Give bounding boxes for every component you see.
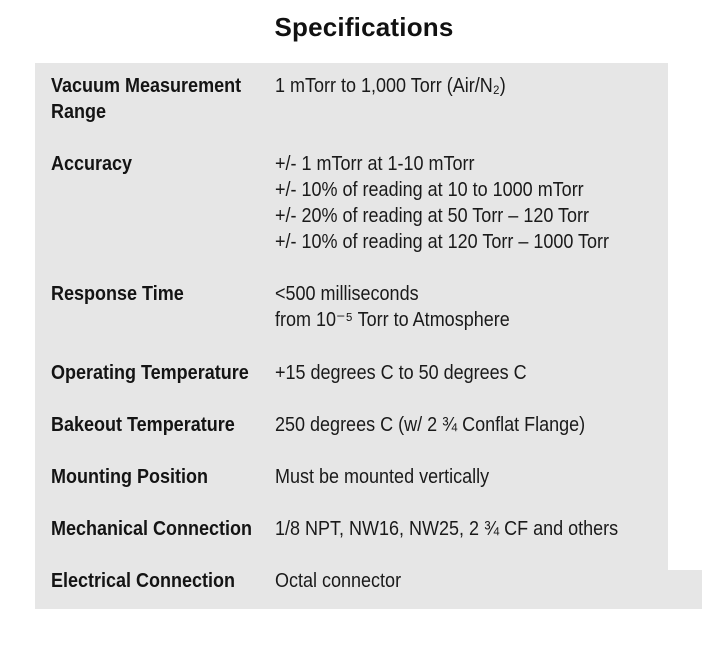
spec-label-line: Mounting Position	[51, 466, 208, 488]
spec-label	[51, 151, 245, 177]
spec-label-line: Range	[51, 101, 107, 123]
spec-panel-extension	[668, 570, 702, 609]
spec-label-line: Mechanical Connection	[51, 518, 253, 540]
spec-value-line: Octal connector	[275, 570, 402, 592]
spec-label	[51, 568, 245, 594]
spec-value-line: 1 mTorr to 1,000 Torr (Air/N₂)	[275, 75, 506, 97]
spec-value	[275, 360, 527, 386]
spec-label-line: Bakeout Temperature	[51, 414, 235, 436]
spec-value-line: +/- 10% of reading at 120 Torr – 1000 Torr	[275, 231, 610, 253]
spec-value-line: +/- 1 mTorr at 1-10 mTorr	[275, 153, 475, 175]
spec-label	[51, 464, 245, 490]
spec-table	[35, 63, 668, 609]
spec-value-line: +15 degrees C to 50 degrees C	[275, 362, 527, 384]
spec-value	[275, 516, 618, 542]
spec-value-line: 250 degrees C (w/ 2 ¾ Conflat Flange)	[275, 414, 586, 436]
spec-value	[275, 73, 506, 99]
spec-label-line: Electrical Connection	[51, 570, 236, 592]
spec-value-line: +/- 10% of reading at 10 to 1000 mTorr	[275, 179, 584, 201]
spec-label-line: Accuracy	[51, 153, 133, 175]
spec-value	[275, 464, 489, 490]
spec-value-line: from 10⁻⁵ Torr to Atmosphere	[275, 309, 510, 331]
spec-label	[51, 412, 245, 438]
spec-value-line: <500 milliseconds	[275, 283, 419, 305]
spec-label	[51, 281, 245, 307]
spec-label	[51, 516, 253, 542]
page-title: Specifications	[274, 12, 454, 42]
spec-label-line: Response Time	[51, 283, 184, 305]
spec-label-line: Operating Temperature	[51, 362, 249, 384]
spec-value-line: Must be mounted vertically	[275, 466, 490, 488]
spec-value	[275, 412, 585, 438]
spec-label-line: Vacuum Measurement	[51, 75, 242, 97]
spec-value	[275, 568, 401, 594]
spec-value-line: 1/8 NPT, NW16, NW25, 2 ¾ CF and others	[275, 518, 619, 540]
spec-value	[275, 281, 510, 333]
spec-value-line: +/- 20% of reading at 50 Torr – 120 Torr	[275, 205, 590, 227]
spec-value	[275, 151, 609, 255]
spec-label	[51, 360, 249, 386]
spec-label	[51, 73, 245, 125]
